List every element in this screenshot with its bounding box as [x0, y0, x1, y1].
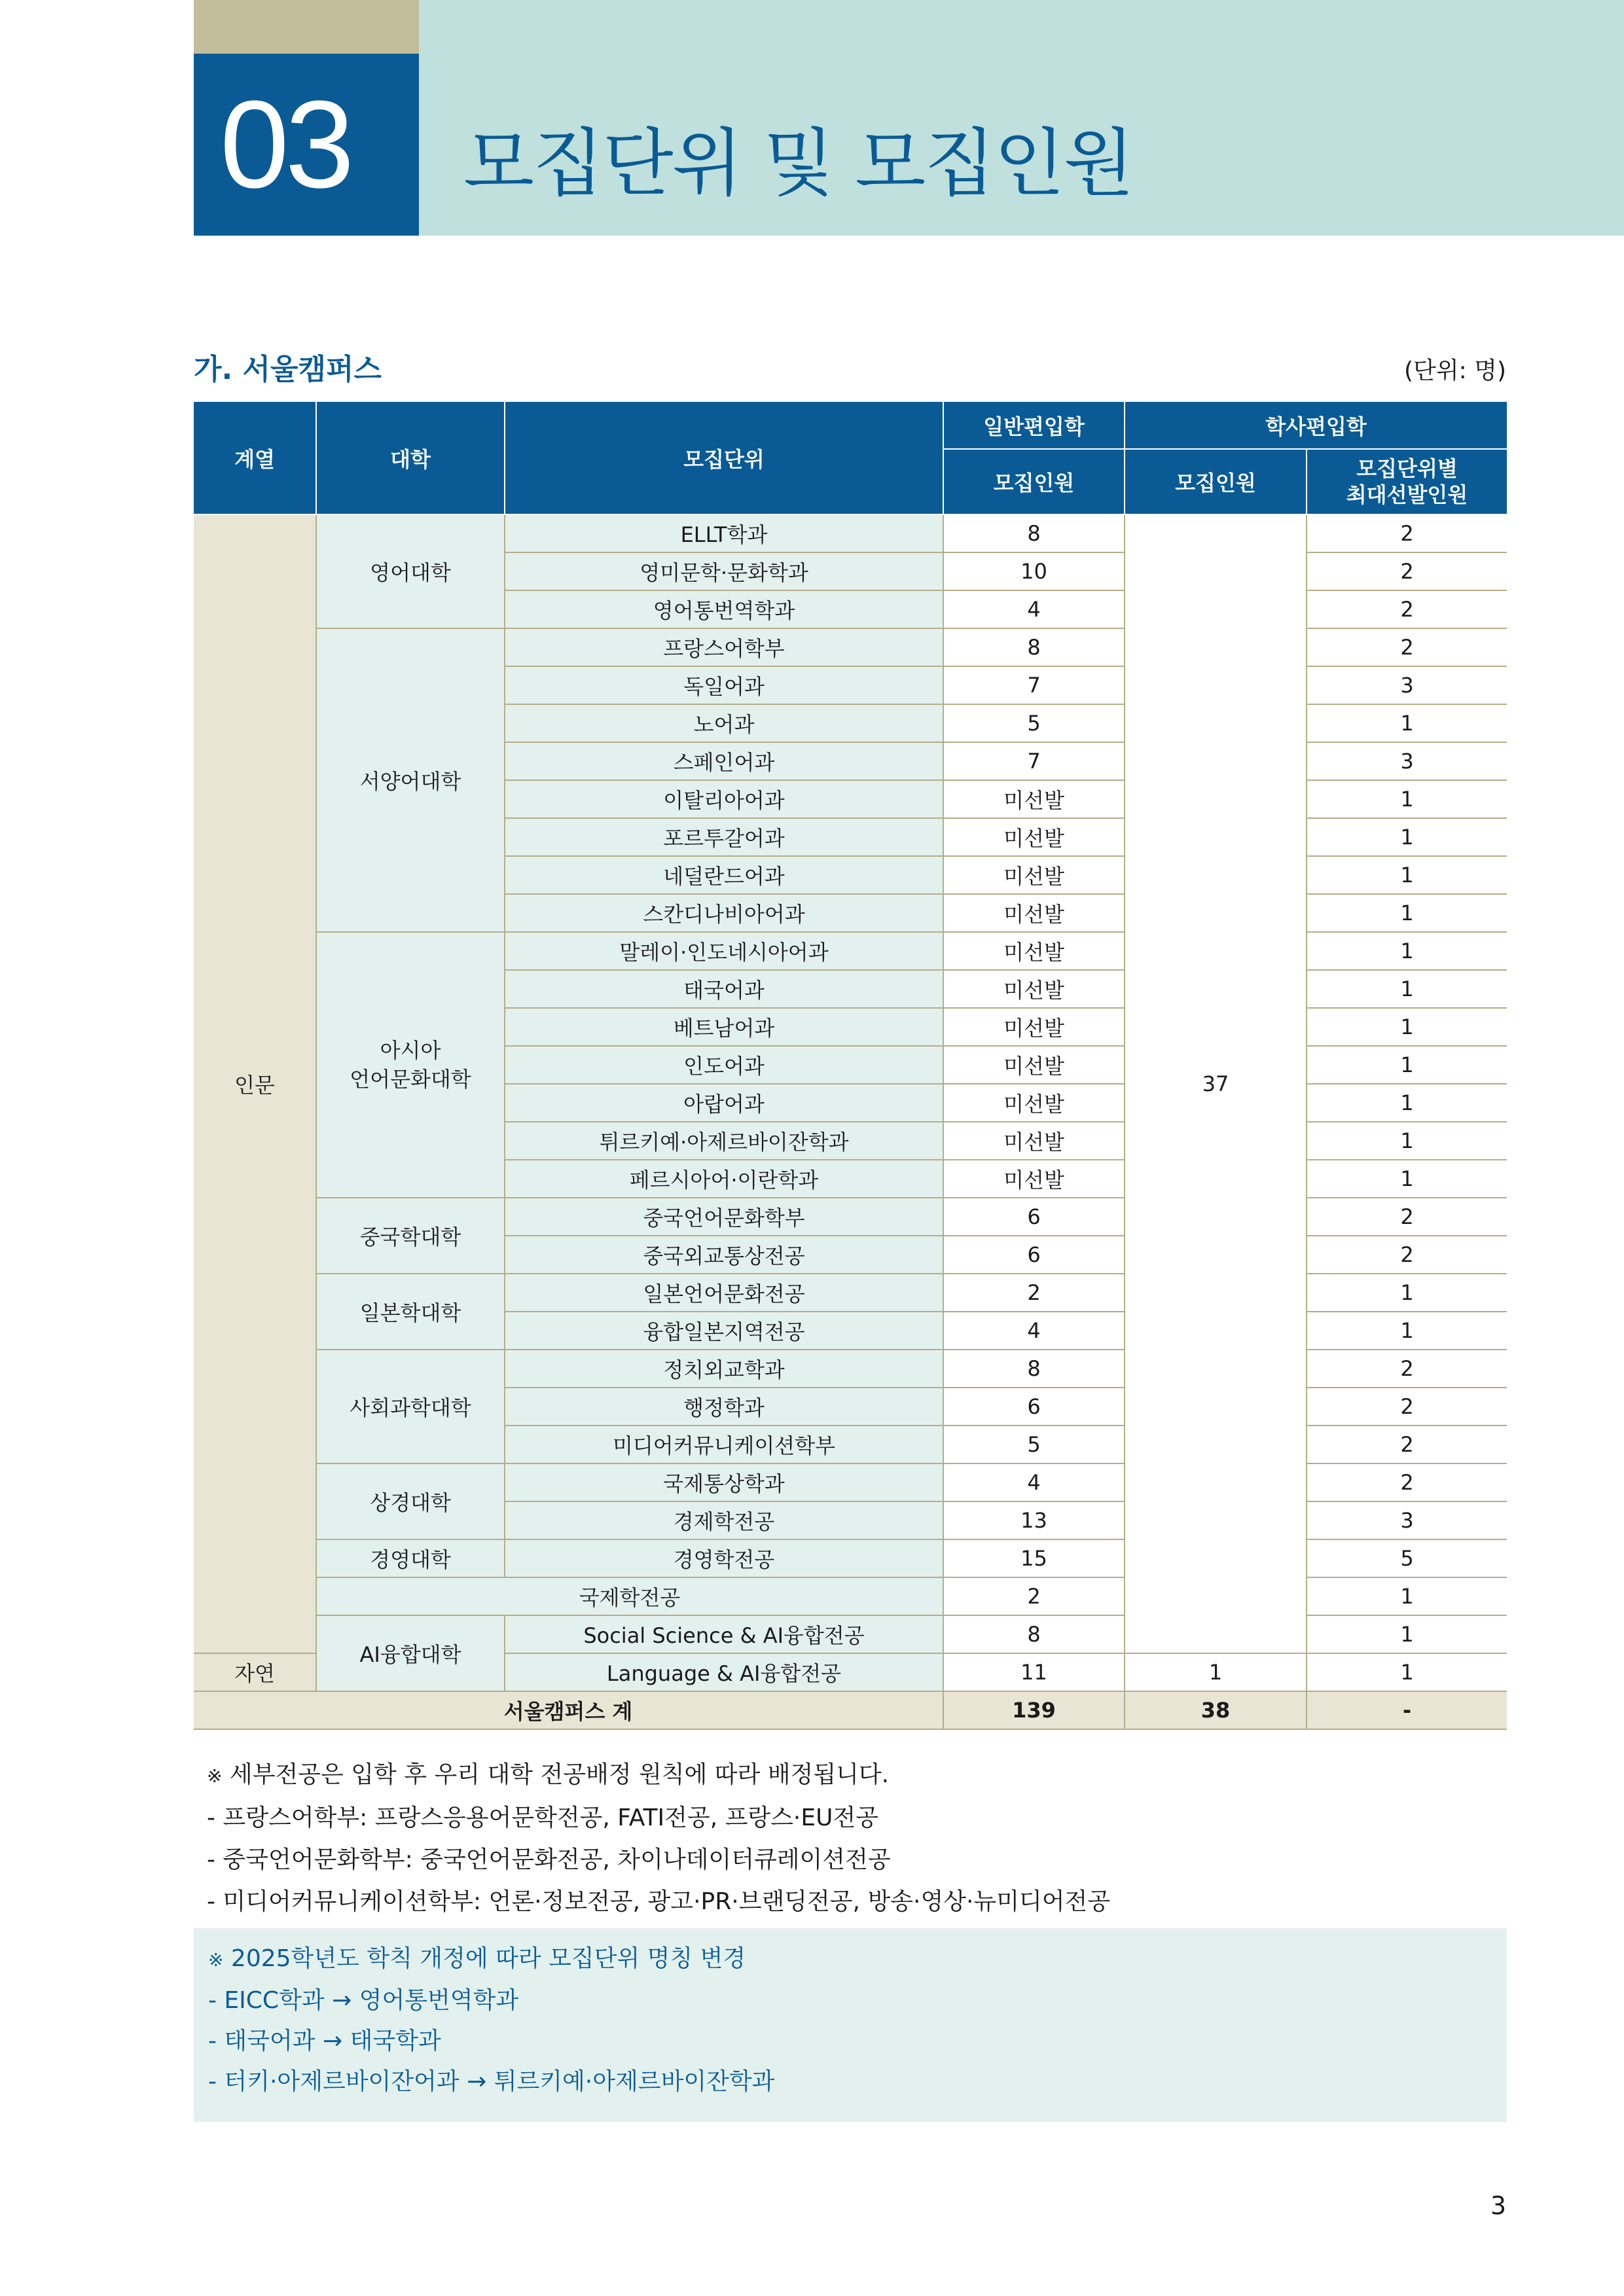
- unit-cell: 페르시아어·이란학과: [505, 1160, 943, 1198]
- max-cell: 5: [1307, 1539, 1507, 1577]
- max-cell: 2: [1307, 1388, 1507, 1426]
- unit-label: (단위: 명): [1404, 357, 1506, 384]
- header-bachelor-group: 학사편입학: [1125, 402, 1507, 449]
- max-cell: 2: [1307, 552, 1507, 590]
- max-cell: 1: [1307, 1312, 1507, 1350]
- header-accent: [194, 0, 419, 54]
- college-cell: 일본학대학: [316, 1274, 505, 1350]
- unit-cell: 정치외교학과: [505, 1350, 943, 1388]
- unit-cell: 경영학전공: [505, 1539, 943, 1577]
- general-cell: 7: [943, 742, 1125, 780]
- max-cell: 1: [1307, 1577, 1507, 1615]
- unit-cell: 포르투갈어과: [505, 818, 943, 856]
- page-number: 3: [1490, 2191, 1506, 2220]
- general-cell: 미선발: [943, 894, 1125, 932]
- unit-cell: 말레이·인도네시아어과: [505, 932, 943, 970]
- unit-cell: 경제학전공: [505, 1501, 943, 1539]
- general-cell: 8: [943, 1615, 1125, 1653]
- max-cell: 2: [1307, 514, 1507, 552]
- general-cell: 8: [943, 514, 1125, 552]
- unit-cell: 독일어과: [505, 666, 943, 704]
- max-cell: 1: [1307, 970, 1507, 1008]
- field-science: 자연: [194, 1653, 316, 1691]
- unit-cell: 베트남어과: [505, 1008, 943, 1046]
- bachelor-merged-cell: 37: [1125, 514, 1307, 1653]
- notice-text: 2025학년도 학칙 개정에 따라 모집단위 명칭 변경: [230, 1945, 746, 1972]
- unit-cell: 네덜란드어과: [505, 856, 943, 894]
- unit-cell: Social Science & AI융합전공: [505, 1615, 943, 1653]
- college-cell: 상경대학: [316, 1463, 505, 1539]
- unit-cell: Language & AI융합전공: [505, 1653, 943, 1691]
- general-cell: 2: [943, 1577, 1125, 1615]
- college-cell: 사회과학대학: [316, 1350, 505, 1463]
- max-cell: 1: [1307, 1046, 1507, 1084]
- note-line: - 프랑스어학부: 프랑스응용어문학전공, FATI전공, 프랑스·EU전공: [207, 1804, 879, 1831]
- college-cell: 서양어대학: [316, 628, 505, 932]
- chapter-title: 모집단위 및 모집인원: [463, 121, 1133, 206]
- unit-cell: 중국외교통상전공: [505, 1236, 943, 1274]
- max-cell: 2: [1307, 1350, 1507, 1388]
- bachelor-cell: 1: [1125, 1653, 1307, 1691]
- notice-line: [208, 1939, 774, 1981]
- max-cell: 1: [1307, 1160, 1507, 1198]
- notice-mark: ※: [208, 1949, 224, 1971]
- max-cell: 1: [1307, 818, 1507, 856]
- header-unit: 모집단위: [505, 402, 943, 514]
- max-cell: 2: [1307, 1198, 1507, 1236]
- general-cell: 미선발: [943, 1008, 1125, 1046]
- max-cell: 3: [1307, 1501, 1507, 1539]
- field-humanities: 인문: [194, 514, 316, 1653]
- max-cell: 2: [1307, 1236, 1507, 1274]
- max-cell: 1: [1307, 1008, 1507, 1046]
- unit-cell: 아랍어과: [505, 1084, 943, 1122]
- unit-cell: 튀르키예·아제르바이잔학과: [505, 1122, 943, 1160]
- general-cell: 미선발: [943, 780, 1125, 818]
- header-general-count: 모집인원: [943, 449, 1125, 514]
- total-max: -: [1307, 1691, 1507, 1729]
- general-cell: 8: [943, 628, 1125, 666]
- unit-cell: 행정학과: [505, 1388, 943, 1426]
- max-cell: 1: [1307, 1274, 1507, 1312]
- general-cell: 6: [943, 1388, 1125, 1426]
- unit-cell: 융합일본지역전공: [505, 1312, 943, 1350]
- max-cell: 2: [1307, 628, 1507, 666]
- general-cell: 4: [943, 590, 1125, 628]
- max-cell: 1: [1307, 1122, 1507, 1160]
- college-cell: 영어대학: [316, 514, 505, 628]
- max-cell: 1: [1307, 780, 1507, 818]
- total-general: 139: [943, 1691, 1125, 1729]
- international-studies-cell: 국제학전공: [316, 1577, 943, 1615]
- general-cell: 미선발: [943, 818, 1125, 856]
- college-cell: 경영대학: [316, 1539, 505, 1577]
- general-cell: 미선발: [943, 970, 1125, 1008]
- general-cell: 5: [943, 704, 1125, 742]
- notice-line: - 태국어과 → 태국학과: [208, 2028, 441, 2054]
- max-cell: 2: [1307, 1463, 1507, 1501]
- general-cell: 13: [943, 1501, 1125, 1539]
- general-cell: 7: [943, 666, 1125, 704]
- header-field: 계열: [194, 402, 316, 514]
- max-cell: 3: [1307, 742, 1507, 780]
- header-max-selection: 모집단위별 최대선발인원: [1307, 449, 1507, 514]
- college-cell: 아시아 언어문화대학: [316, 932, 505, 1198]
- general-cell: 8: [943, 1350, 1125, 1388]
- unit-cell: 미디어커뮤니케이션학부: [505, 1426, 943, 1463]
- general-cell: 미선발: [943, 932, 1125, 970]
- general-cell: 4: [943, 1463, 1125, 1501]
- general-cell: 6: [943, 1236, 1125, 1274]
- general-cell: 미선발: [943, 1084, 1125, 1122]
- header-college: 대학: [316, 402, 505, 514]
- note-text: 세부전공은 입학 후 우리 대학 전공배정 원칙에 따라 배정됩니다.: [229, 1761, 890, 1788]
- note-line: - 중국언어문화학부: 중국언어문화전공, 차이나데이터큐레이션전공: [207, 1846, 891, 1873]
- unit-cell: 영미문학·문화학과: [505, 552, 943, 590]
- unit-cell: 스칸디나비아어과: [505, 894, 943, 932]
- general-cell: 미선발: [943, 1122, 1125, 1160]
- note-line: - 미디어커뮤니케이션학부: 언론·정보전공, 광고·PR·브랜딩전공, 방송·영상·뉴미디어전공: [207, 1888, 1111, 1915]
- unit-cell: 노어과: [505, 704, 943, 742]
- general-cell: 10: [943, 552, 1125, 590]
- general-cell: 2: [943, 1274, 1125, 1312]
- max-cell: 1: [1307, 1653, 1507, 1691]
- header-bachelor-count: 모집인원: [1125, 449, 1307, 514]
- general-cell: 미선발: [943, 856, 1125, 894]
- section-title: 가. 서울캠퍼스: [194, 353, 382, 386]
- max-cell: 1: [1307, 856, 1507, 894]
- general-cell: 미선발: [943, 1160, 1125, 1198]
- general-cell: 미선발: [943, 1046, 1125, 1084]
- unit-cell: 중국언어문화학부: [505, 1198, 943, 1236]
- general-cell: 5: [943, 1426, 1125, 1463]
- notice-line: - 터키·아제르바이잔어과 → 튀르키예·아제르바이잔학과: [208, 2068, 775, 2095]
- header-general-group: 일반편입학: [943, 402, 1125, 449]
- max-cell: 1: [1307, 1084, 1507, 1122]
- note-line: [207, 1754, 1110, 1797]
- rename-notice-box: [194, 1928, 1507, 2122]
- max-cell: 1: [1307, 704, 1507, 742]
- unit-cell: 스페인어과: [505, 742, 943, 780]
- unit-cell: 국제통상학과: [505, 1463, 943, 1501]
- unit-cell: 태국어과: [505, 970, 943, 1008]
- college-cell: 중국학대학: [316, 1198, 505, 1274]
- general-cell: 11: [943, 1653, 1125, 1691]
- unit-cell: 일본언어문화전공: [505, 1274, 943, 1312]
- max-cell: 3: [1307, 666, 1507, 704]
- max-cell: 1: [1307, 1615, 1507, 1653]
- unit-cell: 영어통번역학과: [505, 590, 943, 628]
- unit-cell: 인도어과: [505, 1046, 943, 1084]
- chapter-number: 03: [194, 54, 419, 236]
- notice-line: - EICC학과 → 영어통번역학과: [208, 1987, 519, 2014]
- college-cell: AI융합대학: [316, 1615, 505, 1691]
- unit-cell: ELLT학과: [505, 514, 943, 552]
- unit-cell: 이탈리아어과: [505, 780, 943, 818]
- admission-table: [194, 402, 1507, 1730]
- general-cell: 15: [943, 1539, 1125, 1577]
- unit-cell: 프랑스어학부: [505, 628, 943, 666]
- notes: [207, 1754, 1110, 1923]
- total-label: 서울캠퍼스 계: [194, 1691, 943, 1729]
- total-bachelor: 38: [1125, 1691, 1307, 1729]
- max-cell: 2: [1307, 590, 1507, 628]
- general-cell: 6: [943, 1198, 1125, 1236]
- note-mark: ※: [207, 1765, 223, 1787]
- general-cell: 4: [943, 1312, 1125, 1350]
- total-row: [194, 1691, 1507, 1729]
- max-cell: 1: [1307, 932, 1507, 970]
- max-cell: 1: [1307, 894, 1507, 932]
- max-cell: 2: [1307, 1426, 1507, 1463]
